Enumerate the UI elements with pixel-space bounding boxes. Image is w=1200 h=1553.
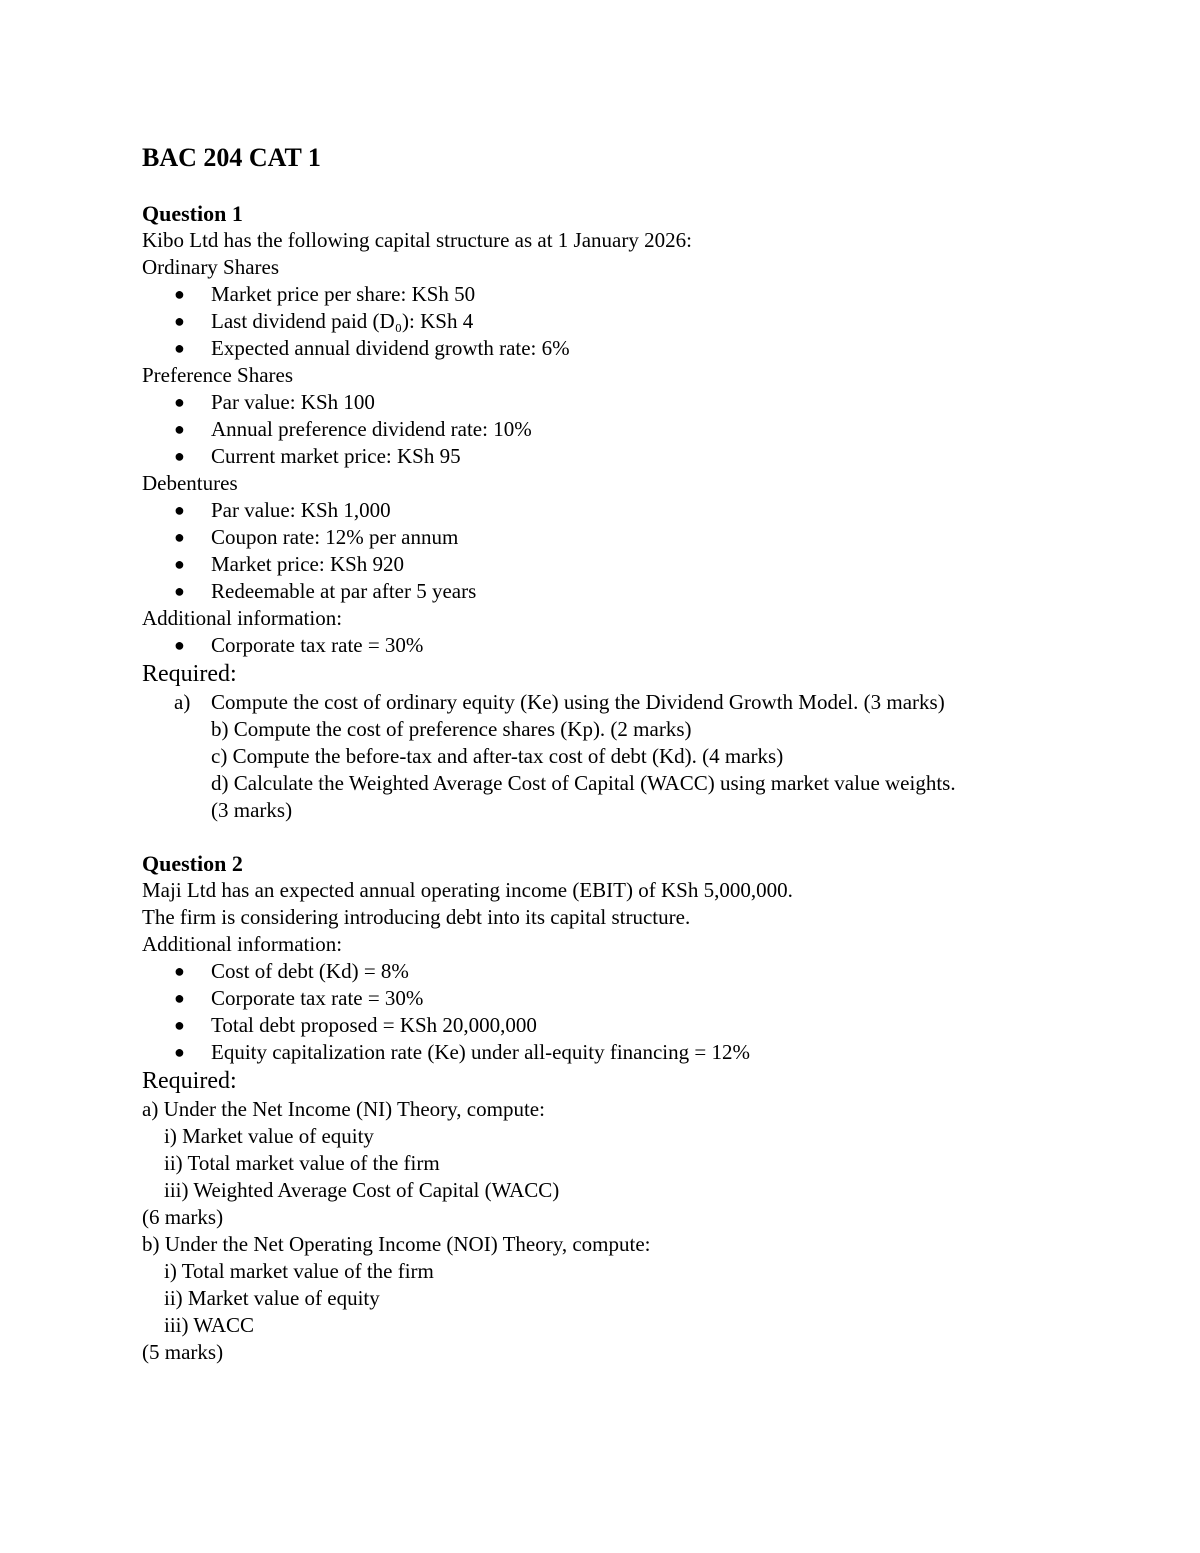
- additional-info-heading: Additional information:: [142, 932, 343, 956]
- list-item: ● Current market price: KSh 95: [174, 444, 461, 468]
- bullet-icon: ●: [174, 311, 185, 331]
- additional-info-list: [142, 958, 1102, 1066]
- bullet-icon: ●: [174, 554, 185, 574]
- list-item: ● Corporate tax rate = 30%: [174, 633, 424, 657]
- list-item: ● Redeemable at par after 5 years: [174, 579, 477, 603]
- bullet-icon: ●: [174, 338, 185, 358]
- ordinary-shares-heading: Ordinary Shares: [142, 255, 280, 279]
- required-heading: Required:: [142, 1068, 237, 1094]
- question-2-intro-1: Maji Ltd has an expected annual operating income (EBIT) of KSh 5,000,000.: [142, 878, 793, 902]
- list-item: ● Coupon rate: 12% per annum: [174, 525, 459, 549]
- bullet-icon: ●: [174, 419, 185, 439]
- list-item: ● Par value: KSh 1,000: [174, 498, 391, 522]
- part-a-sub-3: iii) Weighted Average Cost of Capital (WACC): [164, 1178, 560, 1202]
- question-2-intro-2: The firm is considering introducing debt into its capital structure.: [142, 905, 691, 929]
- bullet-icon: ●: [174, 392, 185, 412]
- question-1: [142, 200, 1102, 824]
- question-1-heading: Question 1: [142, 201, 243, 226]
- bullet-icon: ●: [174, 527, 185, 547]
- required-item-c: c) Compute the before-tax and after-tax cost of debt (Kd). (4 marks): [211, 744, 784, 768]
- additional-info-heading: Additional information:: [142, 606, 343, 630]
- list-item: ● Total debt proposed = KSh 20,000,000: [174, 1013, 537, 1037]
- part-a-marks: (6 marks): [142, 1205, 224, 1229]
- part-a-sub-1: i) Market value of equity: [164, 1124, 374, 1148]
- list-item: ● Annual preference dividend rate: 10%: [174, 417, 532, 441]
- bullet-icon: ●: [174, 635, 185, 655]
- list-item: ● Cost of debt (Kd) = 8%: [174, 959, 409, 983]
- list-item: ● Market price: KSh 920: [174, 552, 405, 576]
- part-b-text: b) Under the Net Operating Income (NOI) Theory, compute:: [142, 1232, 651, 1256]
- question-2-heading: Question 2: [142, 851, 243, 876]
- debentures-heading: Debentures: [142, 471, 238, 495]
- document-page: [142, 140, 1102, 1366]
- bullet-icon: ●: [174, 961, 185, 981]
- document-title: BAC 204 CAT 1: [142, 143, 321, 172]
- list-item: ● Last dividend paid (D₀): KSh 4: [174, 309, 474, 333]
- part-a-text: a) Under the Net Income (NI) Theory, compute:: [142, 1097, 545, 1121]
- preference-shares-list: [142, 389, 1102, 470]
- bullet-icon: ●: [174, 284, 185, 304]
- debentures-list: [142, 497, 1102, 605]
- list-item: ● Equity capitalization rate (Ke) under all-equity financing = 12%: [174, 1040, 750, 1064]
- bullet-icon: ●: [174, 500, 185, 520]
- part-a-sub-2: ii) Total market value of the firm: [164, 1151, 440, 1175]
- required-item-a: a) Compute the cost of ordinary equity (Ke) using the Dividend Growth Model. (3 marks): [174, 690, 945, 714]
- bullet-icon: ●: [174, 581, 185, 601]
- required-item-label: a): [174, 690, 191, 714]
- list-item: ● Corporate tax rate = 30%: [174, 986, 424, 1010]
- required-item-d-marks: (3 marks): [211, 798, 293, 822]
- preference-shares-heading: Preference Shares: [142, 363, 293, 387]
- bullet-icon: ●: [174, 1015, 185, 1035]
- question-1-intro: Kibo Ltd has the following capital structure as at 1 January 2026:: [142, 228, 692, 252]
- list-item: ● Expected annual dividend growth rate: 6%: [174, 336, 570, 360]
- bullet-icon: ●: [174, 1042, 185, 1062]
- list-item: ● Par value: KSh 100: [174, 390, 375, 414]
- part-b-marks: (5 marks): [142, 1340, 224, 1364]
- list-item: ● Market price per share: KSh 50: [174, 282, 476, 306]
- ordinary-shares-list: [142, 281, 1102, 362]
- required-item-b: b) Compute the cost of preference shares (Kp). (2 marks): [211, 717, 692, 741]
- part-b-sub-2: ii) Market value of equity: [164, 1286, 380, 1310]
- bullet-icon: ●: [174, 446, 185, 466]
- question-2: [142, 850, 1102, 1366]
- part-b-sub-1: i) Total market value of the firm: [164, 1259, 434, 1283]
- required-item-d: d) Calculate the Weighted Average Cost of Capital (WACC) using market value weights.: [211, 771, 956, 795]
- required-heading: Required:: [142, 661, 237, 687]
- part-b-sub-3: iii) WACC: [164, 1313, 255, 1337]
- bullet-icon: ●: [174, 988, 185, 1008]
- additional-info-list: [142, 632, 1102, 659]
